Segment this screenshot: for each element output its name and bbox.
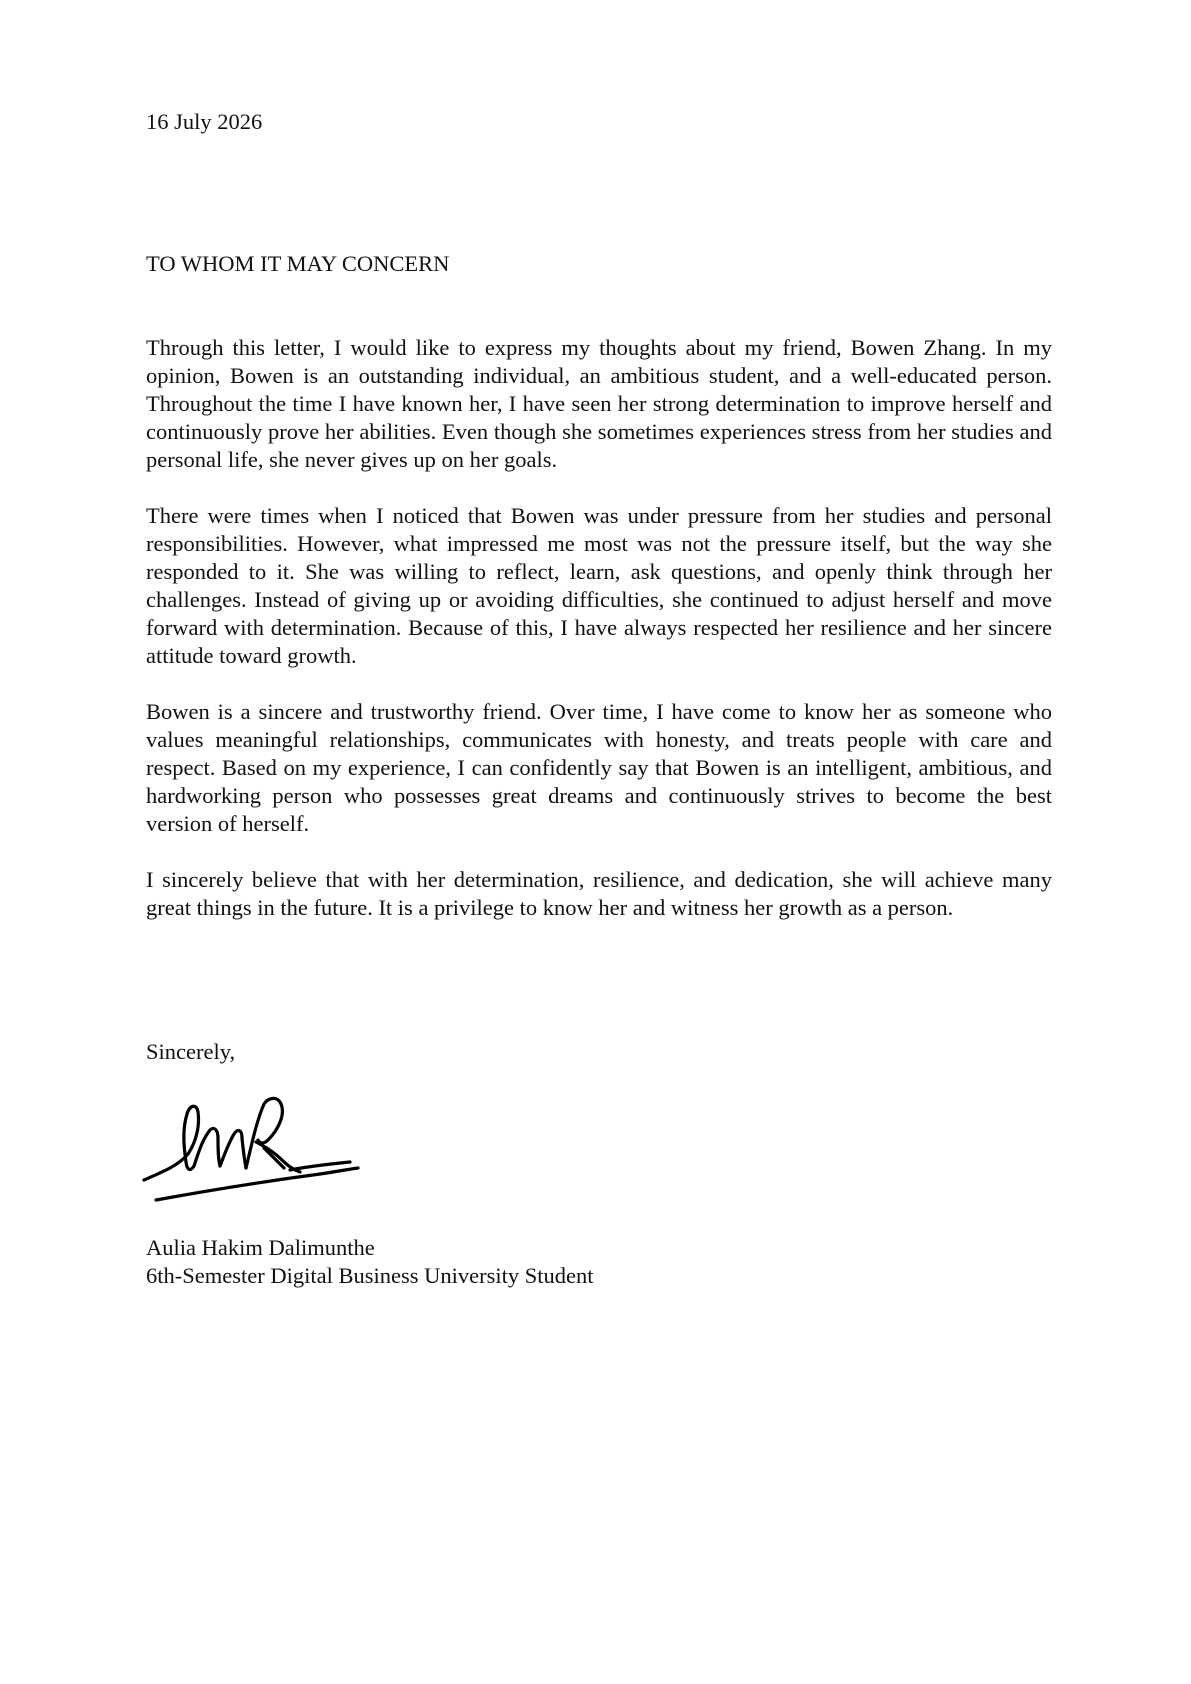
body-paragraph-2: There were times when I noticed that Bowen was under pressure from her studies and personal responsibilities. However, what impressed me most was not the pressure itself, but the way she responded to it. She was willing to reflect, learn, ask questions, and openly think through her challenges. Instead of giving up or avoiding difficulties, she continued to adjust herself and move forward with determination. Because of this, I have always respected her resilience and her sincere attitude toward growth.	[146, 503, 1052, 668]
body-paragraph-3: Bowen is a sincere and trustworthy friend. Over time, I have come to know her as someone who values meaningful relationships, communicates with honesty, and treats people with care and respect. Based on my experience, I can confidently say that Bowen is an intelligent, ambitious, and hardworking person who possesses great dreams and continuously strives to become the best version of herself.	[146, 699, 1052, 836]
body-paragraph-1: Through this letter, I would like to express my thoughts about my friend, Bowen Zhang. In my opinion, Bowen is an outstanding individual, an ambitious student, and a well-educated person. Throughout the time I have known her, I have seen her strong determination to improve herself and continuously prove her abilities. Even though she sometimes experiences stress from her studies and personal life, she never gives up on her goals.	[146, 335, 1052, 472]
letter-body	[146, 334, 1052, 950]
body-paragraph-4: I sincerely believe that with her determination, resilience, and dedication, she will achieve many great things in the future. It is a privilege to know her and witness her growth as a person.	[146, 867, 1052, 920]
signer-title: 6th-Semester Digital Business University Student	[146, 1263, 594, 1288]
signer-name: Aulia Hakim Dalimunthe	[146, 1235, 375, 1260]
letter-closing: Sincerely,	[146, 1039, 236, 1064]
letter-salutation: TO WHOM IT MAY CONCERN	[146, 251, 450, 276]
signature-icon	[140, 1082, 370, 1212]
letter-date: 16 July 2026	[146, 109, 263, 134]
